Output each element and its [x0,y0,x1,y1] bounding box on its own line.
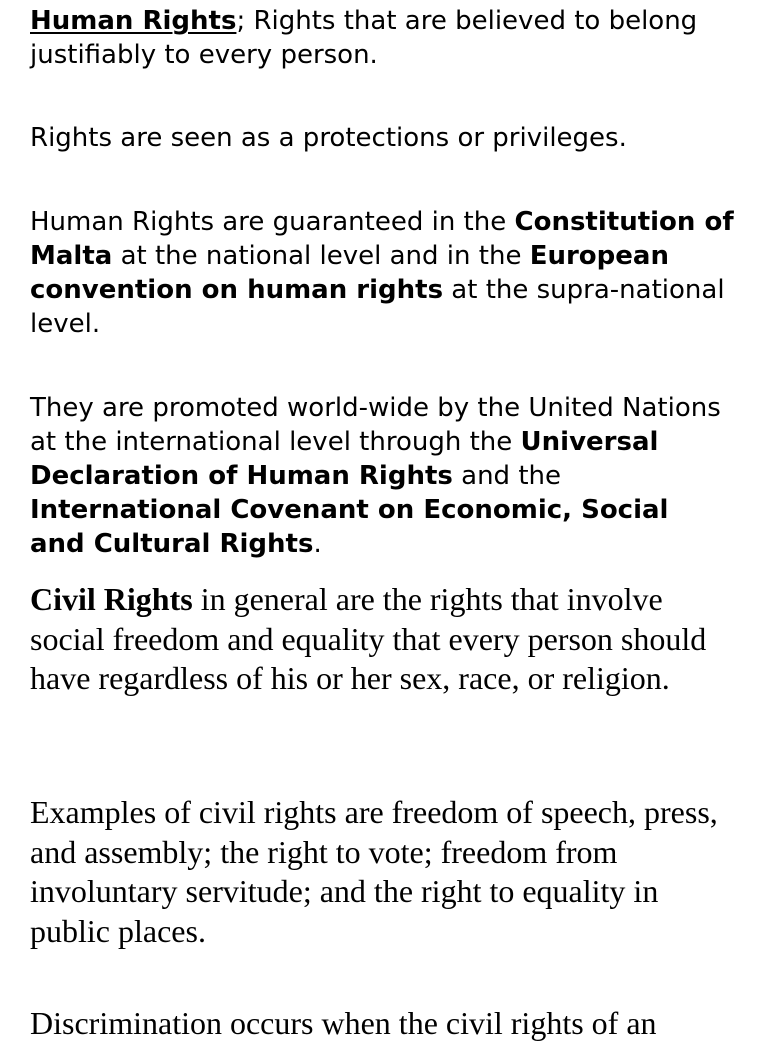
human-rights-definition [30,4,730,72]
civil-rights-examples-paragraph: Examples of civil rights are freedom of speech, press, and assembly; the right to vote; freedom from involuntary servitude; and the right to equality in public places. [30,794,718,949]
civil-rights-term: Civil Rights [30,581,193,617]
human-rights-definition-text: ; Rights that are believed to belong justifiably to every person. [30,6,698,70]
international-covenant-term: International Covenant on Economic, Social and Cultural Rights [30,495,669,559]
text-segment: They are promoted world-wide by the United Nations at the international level through the [30,393,721,457]
discrimination-paragraph: Discrimination occurs when the civil rights of an [30,1005,657,1041]
text-segment: and the [452,461,561,491]
text-segment: Human Rights are guaranteed in the [30,207,515,237]
civil-rights-definition [30,580,730,699]
rights-protections-paragraph: Rights are seen as a protections or privileges. [30,123,627,153]
united-nations-paragraph [30,391,730,561]
european-convention-term: European convention on human rights [30,241,669,305]
human-rights-term: Human Rights [30,6,237,36]
text-segment: . [313,529,322,559]
text-segment: at the supra-national level. [30,275,725,339]
text-segment: at the national level and in the [112,241,530,271]
universal-declaration-term: Universal Declaration of Human Rights [30,427,659,491]
human-rights-guarantee-paragraph [30,205,740,341]
constitution-of-malta-term: Constitution of Malta [30,207,734,271]
civil-rights-definition-text: in general are the rights that involve social freedom and equality that every person should have regardless of his or her sex, race, or religion. [30,581,707,696]
